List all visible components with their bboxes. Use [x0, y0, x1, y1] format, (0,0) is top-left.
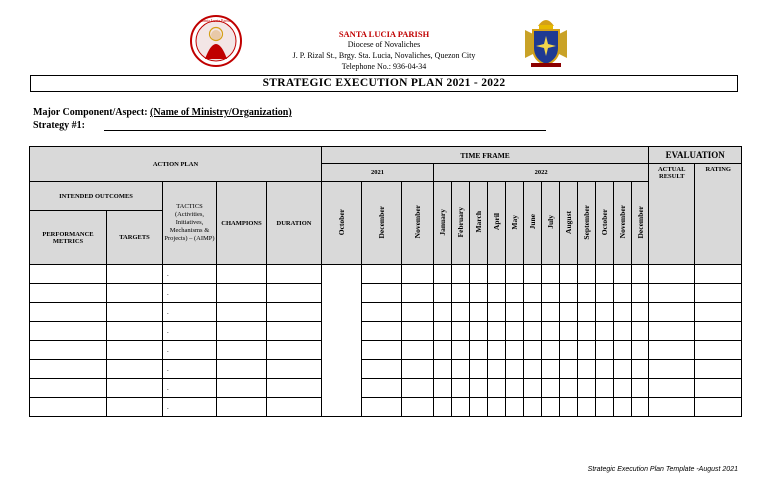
month-cell[interactable]	[524, 379, 542, 398]
table-row	[30, 398, 742, 417]
month-cell[interactable]	[470, 341, 488, 360]
champions-cell[interactable]	[217, 284, 267, 303]
performance-metric-cell[interactable]	[30, 398, 107, 417]
month-cell[interactable]	[578, 379, 596, 398]
month-cell[interactable]	[614, 360, 632, 379]
month-cell[interactable]	[596, 303, 614, 322]
duration-cell[interactable]	[267, 360, 322, 379]
champions-cell[interactable]	[217, 303, 267, 322]
month-cell[interactable]	[578, 398, 596, 417]
target-cell[interactable]	[107, 341, 163, 360]
duration-cell[interactable]	[267, 303, 322, 322]
duration-cell[interactable]	[267, 322, 322, 341]
month-cell[interactable]	[596, 398, 614, 417]
month-cell[interactable]	[470, 265, 488, 284]
table-row	[30, 360, 742, 379]
tactics-cell[interactable]: .	[163, 284, 217, 303]
month-cell[interactable]	[434, 360, 452, 379]
month-cell[interactable]	[470, 322, 488, 341]
month-cell[interactable]	[596, 265, 614, 284]
month-cell[interactable]	[452, 360, 470, 379]
duration-cell[interactable]	[267, 379, 322, 398]
month-header: May	[506, 182, 524, 265]
month-header: February	[452, 182, 470, 265]
month-cell[interactable]	[402, 398, 434, 417]
major-component-row	[33, 107, 292, 118]
month-cell[interactable]	[542, 303, 560, 322]
month-header: April	[488, 182, 506, 265]
month-cell[interactable]	[402, 284, 434, 303]
target-cell[interactable]	[107, 265, 163, 284]
month-cell[interactable]	[632, 360, 649, 379]
performance-metric-cell[interactable]	[30, 360, 107, 379]
champions-header: CHAMPIONS	[217, 182, 267, 265]
rating-header: RATING	[695, 164, 742, 265]
month-cell[interactable]	[596, 341, 614, 360]
month-cell[interactable]	[470, 284, 488, 303]
duration-cell[interactable]	[267, 284, 322, 303]
month-cell[interactable]	[452, 303, 470, 322]
tactics-cell[interactable]: .	[163, 265, 217, 284]
tactics-header: TACTICS (Activities, Initiatives, Mechanisms & Projects) – (AIMP)	[163, 182, 217, 265]
month-cell[interactable]	[402, 322, 434, 341]
month-cell[interactable]	[362, 360, 402, 379]
month-cell[interactable]	[362, 284, 402, 303]
month-cell[interactable]	[542, 398, 560, 417]
month-cell[interactable]	[614, 303, 632, 322]
month-cell[interactable]	[614, 284, 632, 303]
month-cell[interactable]	[596, 379, 614, 398]
target-cell[interactable]	[107, 284, 163, 303]
month-cell[interactable]	[524, 322, 542, 341]
month-cell[interactable]	[614, 398, 632, 417]
month-cell[interactable]	[452, 265, 470, 284]
month-header: September	[578, 182, 596, 265]
month-cell[interactable]	[632, 379, 649, 398]
month-cell[interactable]	[542, 322, 560, 341]
month-cell[interactable]	[524, 284, 542, 303]
evaluation-cell[interactable]	[695, 322, 742, 341]
month-cell[interactable]	[488, 284, 506, 303]
evaluation-cell[interactable]	[695, 284, 742, 303]
month-cell[interactable]	[542, 265, 560, 284]
strategy-input-line[interactable]	[104, 130, 546, 131]
month-cell[interactable]	[402, 303, 434, 322]
performance-metric-cell[interactable]	[30, 379, 107, 398]
month-cell[interactable]	[614, 379, 632, 398]
champions-cell[interactable]	[217, 379, 267, 398]
tactics-cell[interactable]: .	[163, 398, 217, 417]
evaluation-cell[interactable]	[695, 379, 742, 398]
champions-cell[interactable]	[217, 341, 267, 360]
month-cell[interactable]	[578, 284, 596, 303]
month-cell[interactable]	[560, 303, 578, 322]
month-cell[interactable]	[362, 322, 402, 341]
month-header: October	[596, 182, 614, 265]
month-header: July	[542, 182, 560, 265]
target-cell[interactable]	[107, 322, 163, 341]
month-cell[interactable]	[632, 284, 649, 303]
month-cell[interactable]	[506, 284, 524, 303]
table-row	[30, 341, 742, 360]
month-cell[interactable]	[632, 265, 649, 284]
month-cell[interactable]	[578, 303, 596, 322]
document-title: STRATEGIC EXECUTION PLAN 2021 - 2022	[30, 75, 738, 92]
tactics-cell[interactable]: .	[163, 303, 217, 322]
month-cell[interactable]	[362, 398, 402, 417]
month-cell[interactable]	[578, 322, 596, 341]
month-header: November	[614, 182, 632, 265]
evaluation-cell[interactable]	[649, 322, 695, 341]
month-cell[interactable]	[524, 341, 542, 360]
plan-table	[29, 146, 742, 417]
evaluation-cell[interactable]	[695, 360, 742, 379]
month-cell[interactable]	[596, 360, 614, 379]
duration-cell[interactable]	[267, 341, 322, 360]
intended-outcomes-header: INTENDED OUTCOMES	[30, 182, 163, 211]
performance-metric-cell[interactable]	[30, 265, 107, 284]
tactics-cell[interactable]: .	[163, 360, 217, 379]
champions-cell[interactable]	[217, 360, 267, 379]
month-cell[interactable]	[470, 398, 488, 417]
month-cell[interactable]	[402, 265, 434, 284]
month-cell[interactable]	[452, 284, 470, 303]
month-cell[interactable]	[488, 322, 506, 341]
month-cell[interactable]	[434, 379, 452, 398]
month-cell[interactable]	[560, 398, 578, 417]
evaluation-cell[interactable]	[649, 265, 695, 284]
month-cell[interactable]	[452, 322, 470, 341]
time-frame-header: TIME FRAME	[322, 147, 649, 164]
month-cell[interactable]	[452, 341, 470, 360]
performance-metric-cell[interactable]	[30, 322, 107, 341]
month-cell[interactable]	[470, 303, 488, 322]
target-cell[interactable]	[107, 360, 163, 379]
month-cell[interactable]	[506, 265, 524, 284]
evaluation-cell[interactable]	[649, 379, 695, 398]
year-2021-header: 2021	[322, 164, 434, 182]
month-cell[interactable]	[560, 322, 578, 341]
month-cell[interactable]	[488, 341, 506, 360]
month-cell[interactable]	[452, 379, 470, 398]
evaluation-cell[interactable]	[695, 265, 742, 284]
actual-result-header: ACTUAL RESULT	[649, 164, 695, 265]
month-cell[interactable]	[560, 265, 578, 284]
month-header: March	[470, 182, 488, 265]
month-cell[interactable]	[632, 322, 649, 341]
month-cell[interactable]	[524, 303, 542, 322]
month-cell[interactable]	[470, 360, 488, 379]
month-cell[interactable]	[434, 322, 452, 341]
month-cell[interactable]	[542, 379, 560, 398]
month-cell[interactable]	[506, 341, 524, 360]
performance-metrics-header: PERFORMANCE METRICS	[30, 211, 107, 265]
month-cell[interactable]	[488, 303, 506, 322]
month-cell[interactable]	[402, 341, 434, 360]
tactics-cell[interactable]: .	[163, 379, 217, 398]
table-row	[30, 322, 742, 341]
month-header: December	[632, 182, 649, 265]
target-cell[interactable]	[107, 303, 163, 322]
month-cell[interactable]	[614, 341, 632, 360]
evaluation-cell[interactable]	[649, 360, 695, 379]
month-cell[interactable]	[596, 322, 614, 341]
month-cell[interactable]	[488, 360, 506, 379]
target-cell[interactable]	[107, 398, 163, 417]
parish-logo-text: Santa Lucia Parish	[201, 18, 231, 23]
evaluation-cell[interactable]	[695, 398, 742, 417]
evaluation-cell[interactable]	[649, 284, 695, 303]
targets-header: TARGETS	[107, 211, 163, 265]
month-cell[interactable]	[578, 341, 596, 360]
month-cell[interactable]	[322, 265, 362, 417]
month-cell[interactable]	[524, 265, 542, 284]
evaluation-cell[interactable]	[695, 303, 742, 322]
champions-cell[interactable]	[217, 322, 267, 341]
month-header: January	[434, 182, 452, 265]
tactics-cell[interactable]: .	[163, 322, 217, 341]
parish-address: J. P. Rizal St., Brgy. Sta. Lucia, Novaliches, Quezon City	[292, 51, 476, 60]
target-cell[interactable]	[107, 379, 163, 398]
month-cell[interactable]	[362, 379, 402, 398]
champions-cell[interactable]	[217, 265, 267, 284]
performance-metric-cell[interactable]	[30, 341, 107, 360]
month-cell[interactable]	[542, 360, 560, 379]
month-cell[interactable]	[470, 379, 488, 398]
month-cell[interactable]	[578, 265, 596, 284]
parish-name: SANTA LUCIA PARISH	[338, 29, 430, 39]
month-cell[interactable]	[506, 379, 524, 398]
evaluation-cell[interactable]	[649, 303, 695, 322]
month-cell[interactable]	[542, 341, 560, 360]
month-cell[interactable]	[506, 398, 524, 417]
action-plan-header: ACTION PLAN	[30, 147, 322, 182]
month-cell[interactable]	[434, 265, 452, 284]
table-row	[30, 265, 742, 284]
parish-telephone: Telephone No.: 936-04-34	[341, 62, 427, 71]
month-cell[interactable]	[560, 360, 578, 379]
duration-cell[interactable]	[267, 265, 322, 284]
major-component-value[interactable]: (Name of Ministry/Organization)	[150, 107, 292, 118]
month-cell[interactable]	[632, 303, 649, 322]
month-cell[interactable]	[434, 341, 452, 360]
month-cell[interactable]	[506, 360, 524, 379]
month-cell[interactable]	[434, 303, 452, 322]
table-row	[30, 379, 742, 398]
month-header: June	[524, 182, 542, 265]
month-cell[interactable]	[596, 284, 614, 303]
month-cell[interactable]	[402, 379, 434, 398]
month-cell[interactable]	[434, 398, 452, 417]
evaluation-cell[interactable]	[695, 341, 742, 360]
month-cell[interactable]	[524, 360, 542, 379]
month-cell[interactable]	[362, 265, 402, 284]
tactics-cell[interactable]: .	[163, 341, 217, 360]
month-cell[interactable]	[614, 265, 632, 284]
evaluation-header: EVALUATION	[649, 147, 742, 164]
month-header: August	[560, 182, 578, 265]
month-cell[interactable]	[560, 284, 578, 303]
month-cell[interactable]	[452, 398, 470, 417]
evaluation-cell[interactable]	[649, 341, 695, 360]
evaluation-cell[interactable]	[649, 398, 695, 417]
month-cell[interactable]	[362, 341, 402, 360]
table-row	[30, 303, 742, 322]
duration-header: DURATION	[267, 182, 322, 265]
month-cell[interactable]	[402, 360, 434, 379]
performance-metric-cell[interactable]	[30, 303, 107, 322]
month-cell[interactable]	[362, 303, 402, 322]
table-row	[30, 284, 742, 303]
month-cell[interactable]	[542, 284, 560, 303]
month-cell[interactable]	[506, 322, 524, 341]
footer-note: Strategic Execution Plan Template -August 2021	[587, 466, 738, 473]
major-component-label: Major Component/Aspect:	[33, 107, 148, 118]
champions-cell[interactable]	[217, 398, 267, 417]
month-cell[interactable]	[488, 265, 506, 284]
month-cell[interactable]	[560, 341, 578, 360]
month-cell[interactable]	[632, 398, 649, 417]
month-header: December	[362, 182, 402, 265]
month-cell[interactable]	[488, 398, 506, 417]
month-cell[interactable]	[632, 341, 649, 360]
strategy-label: Strategy #1:	[33, 120, 85, 131]
month-cell[interactable]	[524, 398, 542, 417]
month-header: October	[322, 182, 362, 265]
month-cell[interactable]	[488, 379, 506, 398]
diocese-name: Diocese of Novaliches	[347, 40, 421, 49]
duration-cell[interactable]	[267, 398, 322, 417]
month-cell[interactable]	[560, 379, 578, 398]
performance-metric-cell[interactable]	[30, 284, 107, 303]
month-cell[interactable]	[506, 303, 524, 322]
month-cell[interactable]	[578, 360, 596, 379]
month-cell[interactable]	[614, 322, 632, 341]
month-header: November	[402, 182, 434, 265]
year-2022-header: 2022	[434, 164, 649, 182]
month-cell[interactable]	[434, 284, 452, 303]
